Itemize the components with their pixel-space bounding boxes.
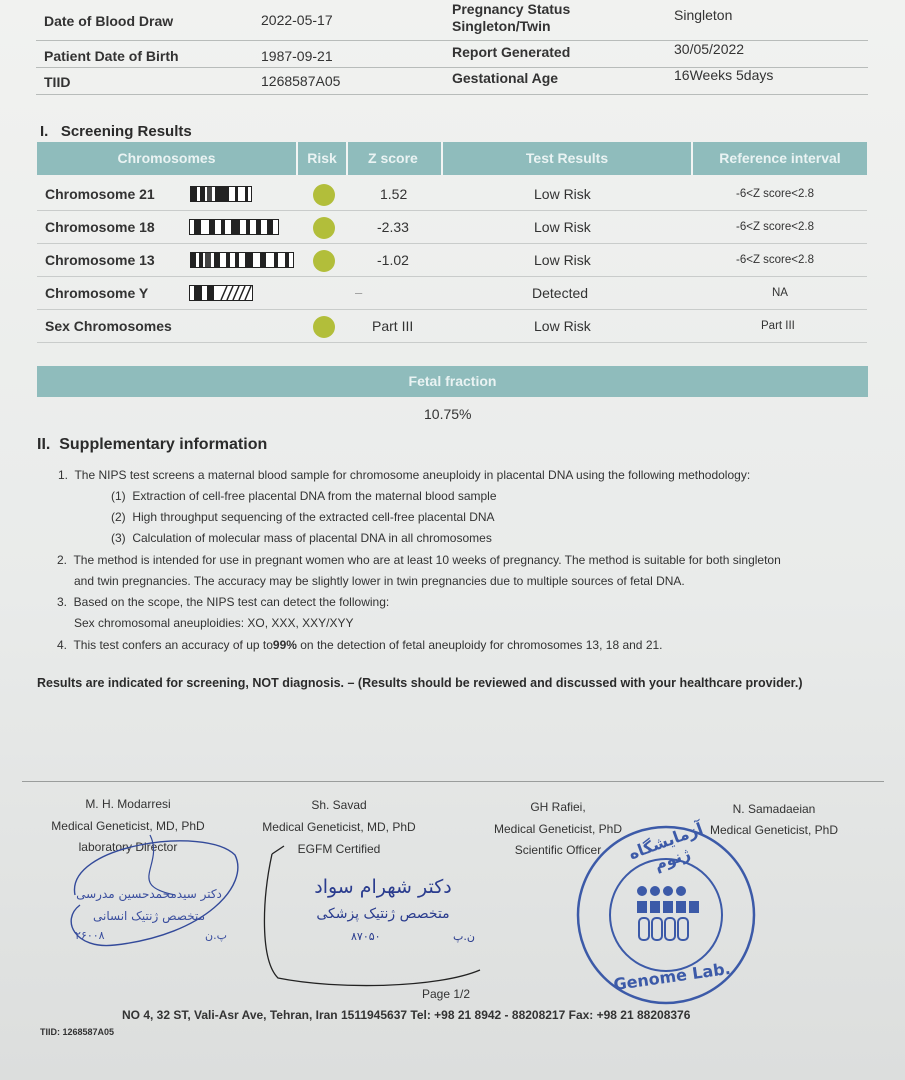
- screening-table-header: [37, 142, 867, 175]
- z-score: -2.33: [377, 219, 409, 235]
- z-score: 1.52: [380, 186, 408, 202]
- chromosome-ideogram-icon: [190, 186, 252, 202]
- test-result: Detected: [532, 285, 589, 301]
- gestational-age-label: Gestational Age: [452, 70, 559, 86]
- chromosome-name: Chromosome Y: [45, 285, 149, 301]
- seal-bottom-text: Genome Lab.: [612, 958, 732, 995]
- supplementary-item-3-cont: Sex chromosomal aneuploidies: XO, XXX, XXY/XYY: [74, 616, 354, 630]
- test-result: Low Risk: [534, 186, 591, 202]
- table-row: [37, 244, 867, 277]
- stamp1-code: پ.ن: [205, 929, 227, 942]
- signatory-role: laboratory Director: [78, 840, 178, 854]
- table-row: [37, 211, 867, 244]
- tiid-value: 1268587A05: [261, 73, 341, 89]
- supplementary-item-3: 3. Based on the scope, the NIPS test can detect the following:: [57, 595, 390, 609]
- table-row: [37, 310, 867, 343]
- header-reference: Reference interval: [719, 150, 841, 166]
- item4-text-end: on the detection of fetal aneuploidy for chromosomes 13, 18 and 21.: [296, 638, 663, 652]
- signature-divider: [22, 781, 884, 782]
- reference-interval: -6<Z score<2.8: [736, 188, 814, 200]
- z-score: Part III: [372, 318, 414, 334]
- chromosome-ideogram-icon: [189, 285, 253, 301]
- footer-tiid: TIID: 1268587A05: [40, 1027, 115, 1037]
- gestational-age-value: 16Weeks 5days: [674, 67, 774, 83]
- disclaimer: Results are indicated for screening, NOT diagnosis. – (Results should be reviewed and discussed with your healthcare provider.): [37, 676, 803, 690]
- header-test-results: Test Results: [525, 150, 609, 166]
- screening-title: I. Screening Results: [40, 123, 192, 140]
- supplementary-item-1c: (3) Calculation of molecular mass of placental DNA in all chromosomes: [111, 531, 492, 545]
- signatory-name: Sh. Savad: [311, 798, 367, 812]
- signatory-title: Medical Geneticist, PhD: [493, 822, 623, 836]
- chromosome-name: Sex Chromosomes: [45, 318, 172, 334]
- dob-value: 1987-09-21: [261, 48, 333, 64]
- supplementary-item-1b: (2) High throughput sequencing of the extracted cell-free placental DNA: [111, 510, 495, 524]
- table-row: [37, 178, 867, 211]
- supplementary-item-1a: (1) Extraction of cell-free placental DNA from the maternal blood sample: [111, 489, 497, 503]
- header-risk: Risk: [307, 150, 337, 166]
- pregnancy-status-label: Pregnancy Status: [452, 1, 571, 17]
- signatory-name: M. H. Modarresi: [85, 797, 171, 811]
- risk-indicator: [313, 250, 335, 272]
- reference-interval: Part III: [761, 320, 795, 332]
- pregnancy-status-label-2: Singleton/Twin: [452, 18, 551, 34]
- test-result: Low Risk: [534, 318, 591, 334]
- fetal-fraction-value: 10.75%: [424, 406, 472, 422]
- item4-text: 4. This test confers an accuracy of up to: [57, 638, 273, 652]
- report-generated-value: 30/05/2022: [674, 41, 745, 57]
- signatory-role: Scientific Officer: [514, 843, 602, 857]
- seal-arc-text: آزمایشگاه ژنوم: [626, 818, 706, 875]
- header-zscore: Z score: [368, 150, 418, 166]
- stamp1-specialty: متخصص ژنتیک انسانی: [92, 909, 206, 923]
- test-result: Low Risk: [534, 252, 591, 268]
- pregnancy-status-value: Singleton: [674, 7, 733, 23]
- supplementary-title: II. Supplementary information: [37, 436, 268, 453]
- supplementary-item-2: 2. The method is intended for use in pregnant women who are at least 10 weeks of pregnancy. The method is suitable for both singleton: [57, 553, 781, 567]
- supplementary-item-2-cont: and twin pregnancies. The accuracy may be slightly lower in twin pregnancies due to multiple sources of fetal DNA.: [74, 574, 685, 588]
- risk-indicator: [313, 316, 335, 338]
- chromosome-ideogram-icon: [190, 252, 294, 268]
- stamp1-number: ۲۶۰۰۸: [75, 929, 105, 942]
- risk-indicator: [313, 184, 335, 206]
- chromosome-name: Chromosome 13: [45, 252, 155, 268]
- stamp2-code: ن.پ: [453, 930, 475, 943]
- signatory-name: N. Samadaeian: [732, 802, 816, 816]
- stamp2-specialty: متخصص ژنتیک پزشکی: [316, 906, 450, 922]
- signatory-title: Medical Geneticist, PhD: [709, 823, 839, 837]
- signatory-title: Medical Geneticist, MD, PhD: [262, 820, 416, 834]
- reference-interval: -6<Z score<2.8: [736, 221, 814, 233]
- item4-accuracy: 99%: [272, 638, 297, 652]
- blood-draw-value: 2022-05-17: [261, 12, 333, 28]
- signatory-role: EGFM Certified: [297, 842, 381, 856]
- blood-draw-label: Date of Blood Draw: [44, 13, 174, 29]
- page-number: Page 1/2: [422, 987, 471, 1001]
- stamp-savad: [258, 840, 488, 990]
- table-row: [37, 277, 867, 310]
- test-result: Low Risk: [534, 219, 591, 235]
- supplementary-item-1: 1. The NIPS test screens a maternal blood sample for chromosome aneuploidy in placental DNA using the following methodology:: [58, 468, 751, 482]
- stamp-modarresi: [55, 825, 245, 975]
- signatory-name: GH Rafiei,: [530, 800, 586, 814]
- chromosome-name: Chromosome 21: [45, 186, 155, 202]
- fetal-fraction-header: Fetal fraction: [37, 366, 868, 397]
- info-divider: [36, 94, 868, 95]
- reference-interval: NA: [772, 287, 788, 299]
- supplementary-item-4: [57, 638, 663, 652]
- header-chromosomes: Chromosomes: [117, 150, 216, 166]
- signatory-title: Medical Geneticist, MD, PhD: [51, 819, 205, 833]
- z-score: -1.02: [377, 252, 409, 268]
- reference-interval: -6<Z score<2.8: [736, 254, 814, 266]
- dob-label: Patient Date of Birth: [44, 48, 179, 64]
- tiid-label: TIID: [44, 74, 71, 90]
- stamp2-number: ۸۷۰۵۰: [351, 930, 381, 943]
- stamp2-name: دکتر شهرام سواد: [314, 876, 452, 898]
- stamp1-name: دکتر سیدمحمدحسین مدرسی: [76, 887, 222, 901]
- risk-indicator: [313, 217, 335, 239]
- chromosome-ideogram-icon: [189, 219, 279, 235]
- genome-lab-seal: [570, 818, 762, 1008]
- risk-indicator: –: [355, 285, 363, 300]
- footer-address: NO 4, 32 ST, Vali-Asr Ave, Tehran, Iran 1511945637 Tel: +98 21 8942 - 88208217 Fax: +98 21 88208376: [122, 1008, 691, 1022]
- chromosome-name: Chromosome 18: [45, 219, 155, 235]
- report-generated-label: Report Generated: [452, 44, 571, 60]
